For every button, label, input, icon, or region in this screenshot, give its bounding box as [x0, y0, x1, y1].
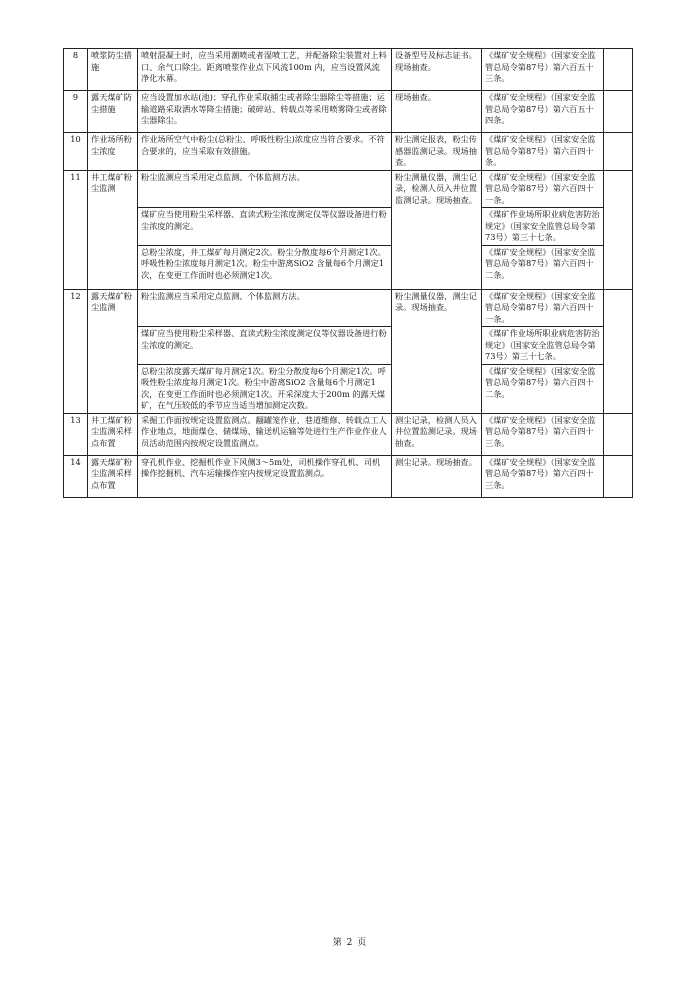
check-method: 粉尘测定报表，粉尘传感器监测记录。现场抽查。	[392, 133, 482, 171]
table-row	[64, 245, 633, 289]
requirement: 穿孔机作业、挖掘机作业下风侧3～5m处，司机操作穿孔机、司机操作挖掘机、汽车运输操作室内按规定设置监测点。	[138, 455, 392, 497]
table-row	[64, 49, 633, 91]
table-row	[64, 327, 633, 365]
check-item: 作业场所粉尘浓度	[88, 133, 138, 171]
table-row	[64, 289, 633, 327]
legal-basis: 《煤矿安全规程》（国家安全监管总局令第87号）第六百五十四条。	[482, 91, 604, 133]
check-item: 井工煤矿粉尘监测采样点布置	[88, 413, 138, 455]
inspection-table	[63, 48, 633, 498]
table-row	[64, 413, 633, 455]
requirement: 粉尘监测应当采用定点监测、个体监测方法。	[138, 170, 392, 208]
row-number: 8	[64, 49, 88, 91]
row-number: 13	[64, 413, 88, 455]
legal-basis: 《煤矿安全规程》（国家安全监管总局令第87号）第六百五十三条。	[482, 49, 604, 91]
remark-cell	[604, 170, 633, 289]
requirement: 总粉尘浓度，井工煤矿每月测定2次。粉尘分散度每6个月测定1次。呼吸性粉尘浓度每月测定1次。粉尘中游离SiO2 含量每6个月测定1次，在变更工作面时也必须测定1次。	[138, 245, 392, 289]
page-number: 第 2 页	[332, 938, 368, 948]
table-row	[64, 170, 633, 208]
requirement: 粉尘监测应当采用定点监测、个体监测方法。	[138, 289, 392, 327]
requirement: 作业场所空气中粉尘(总粉尘、呼吸性粉尘)浓度应当符合要求。不符合要求的，应当采取有效措施。	[138, 133, 392, 171]
row-number: 14	[64, 455, 88, 497]
table-row	[64, 208, 633, 246]
requirement: 煤矿应当使用粉尘采样器、直读式粉尘浓度测定仪等仪器设备进行粉尘浓度的测定。	[138, 327, 392, 365]
row-number: 11	[64, 170, 88, 289]
check-method: 设备型号及标志证书。现场抽查。	[392, 49, 482, 91]
requirement: 煤矿应当使用粉尘采样器、直读式粉尘浓度测定仪等仪器设备进行粉尘浓度的测定。	[138, 208, 392, 246]
legal-basis: 《煤矿作业场所职业病危害防治规定》（国家安全监管总局令第73号）第三十七条。	[482, 327, 604, 365]
remark-cell	[604, 91, 633, 133]
check-item: 露天煤矿粉尘监测采样点布置	[88, 455, 138, 497]
check-method: 测尘记录。现场抽查。	[392, 455, 482, 497]
remark-cell	[604, 49, 633, 91]
row-number: 10	[64, 133, 88, 171]
requirement: 喷射混凝土时，应当采用潮喷或者湿喷工艺，并配备除尘装置对上料口、余气口除尘。距离喷浆作业点下风流100m 内，应当设置风流净化水幕。	[138, 49, 392, 91]
remark-cell	[604, 413, 633, 455]
table-row	[64, 455, 633, 497]
legal-basis: 《煤矿安全规程》（国家安全监管总局令第87号）第六百四十条。	[482, 133, 604, 171]
legal-basis: 《煤矿作业场所职业病危害防治规定》（国家安全监管总局令第73号）第三十七条。	[482, 208, 604, 246]
check-method: 粉尘测量仪器，测尘记录。现场抽查。	[392, 289, 482, 413]
legal-basis: 《煤矿安全规程》（国家安全监管总局令第87号）第六百四十三条。	[482, 413, 604, 455]
check-method: 测尘记录，检测人员入井位置监测记录。现场抽查。	[392, 413, 482, 455]
legal-basis: 《煤矿安全规程》（国家安全监管总局令第87号）第六百四十三条。	[482, 455, 604, 497]
remark-cell	[604, 289, 633, 413]
requirement: 采掘工作面按规定设置监测点。翻罐笼作业、巷道维修、转载点工人作业地点，地面煤仓、储煤场、输送机运输等处进行生产作业作业人员活动范围内按规定设置监测点。	[138, 413, 392, 455]
requirement: 总粉尘浓度露天煤矿每月测定1次。粉尘分散度每6个月测定1次。呼吸性粉尘浓度每月测定1次。粉尘中游离SiO2 含量每6个月测定1次，在变更工作面时也必须测定1次。开采深度大于200m 的露天煤矿，在气压较低的季节应当适当增加测定次数。	[138, 364, 392, 413]
row-number: 9	[64, 91, 88, 133]
legal-basis: 《煤矿安全规程》（国家安全监管总局令第87号）第六百四十一条。	[482, 170, 604, 208]
remark-cell	[604, 455, 633, 497]
check-item: 露天煤矿防尘措施	[88, 91, 138, 133]
check-method: 粉尘测量仪器，测尘记录，检测人员入井位置监测记录。现场抽查。	[392, 170, 482, 289]
row-number: 12	[64, 289, 88, 413]
requirement: 应当设置加水站(池)；穿孔作业采取捕尘或者除尘器除尘等措施；运输道路采取洒水等降尘措施；破碎站、转载点等采用喷雾降尘或者除尘器除尘。	[138, 91, 392, 133]
table-row	[64, 91, 633, 133]
check-item: 井工煤矿粉尘监测	[88, 170, 138, 289]
legal-basis: 《煤矿安全规程》（国家安全监管总局令第87号）第六百四十二条。	[482, 245, 604, 289]
table-row	[64, 133, 633, 171]
check-method: 现场抽查。	[392, 91, 482, 133]
table-row	[64, 364, 633, 413]
remark-cell	[604, 133, 633, 171]
check-item: 露天煤矿粉尘监测	[88, 289, 138, 413]
legal-basis: 《煤矿安全规程》（国家安全监管总局令第87号）第六百四十二条。	[482, 364, 604, 413]
check-item: 喷浆防尘措施	[88, 49, 138, 91]
legal-basis: 《煤矿安全规程》（国家安全监管总局令第87号）第六百四十一条。	[482, 289, 604, 327]
